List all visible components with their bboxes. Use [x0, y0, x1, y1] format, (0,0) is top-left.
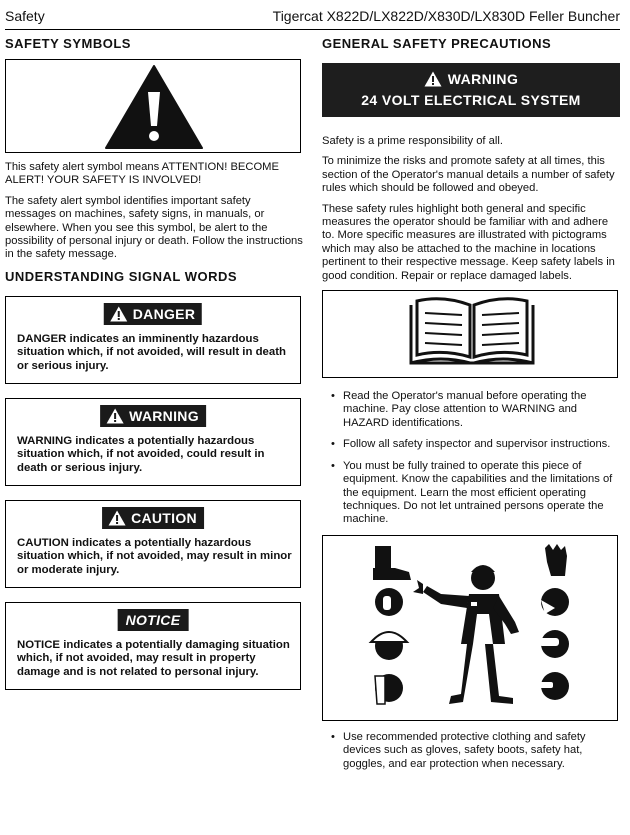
warning-triangle-icon — [110, 306, 128, 322]
list-item: • Follow all safety inspector and supervisor instructions. — [322, 438, 620, 451]
read-manual-pictogram — [322, 290, 618, 378]
hard-hat-icon — [371, 632, 407, 660]
notice-box — [5, 602, 301, 690]
list-item: • You must be fully trained to operate this piece of equipment. Know the capabilities and the limitations of the equipment. Learn the most efficient operating techniques. Do not let untrained persons operate the machine. — [322, 460, 620, 527]
safety-alert-symbol-box — [5, 59, 301, 153]
safety-symbols-heading: SAFETY SYMBOLS — [5, 36, 131, 51]
left-column — [5, 36, 303, 704]
warning-description: WARNING indicates a potentially hazardous situation which, if not avoided, could result in death or serious injury. — [17, 434, 265, 475]
page-header — [5, 8, 620, 30]
gloves-icon — [545, 544, 567, 576]
list-item: • Use recommended protective clothing and safety devices such as gloves, safety boots, safety hat, goggles, and ear protection when necessary. — [322, 731, 620, 771]
electrical-warning-banner — [322, 63, 620, 117]
safety-alert-icon — [104, 64, 204, 150]
safety-intro: Safety is a prime responsibility of all. — [322, 135, 503, 147]
warning-triangle-icon — [106, 408, 124, 424]
safety-glasses-icon — [539, 672, 569, 700]
worker-figure-icon — [413, 565, 519, 704]
right-column — [322, 36, 620, 779]
caution-label: CAUTION — [102, 507, 204, 529]
protective-gear-icon — [323, 536, 619, 722]
respirator-icon — [541, 588, 569, 616]
safety-bullet-list — [322, 390, 620, 527]
warning-label: WARNING — [100, 405, 206, 427]
warning-box — [5, 398, 301, 486]
alert-symbol-description: The safety alert symbol identifies important safety messages on machines, safety signs, in manuals, or elsewhere. When you see this symbol, be alert to the possibility of personal injury or death. Follow the instructions in the safety message. — [5, 194, 303, 261]
face-shield-icon — [375, 674, 403, 704]
caution-box — [5, 500, 301, 588]
document-title: Tigercat X822D/LX822D/X830D/LX830D Feller Buncher — [272, 8, 620, 24]
list-item: • Read the Operator's manual before operating the machine. Pay close attention to WARNING and HAZARD identifications. — [322, 390, 620, 430]
notice-description: NOTICE indicates a potentially damaging situation which, if not avoided, may result in property damage and is not related to personal injury. — [17, 638, 290, 679]
safety-boot-icon — [373, 546, 411, 580]
banner-warning-label: WARNING — [447, 71, 519, 87]
banner-voltage-text: 24 VOLT ELECTRICAL SYSTEM — [361, 92, 581, 108]
warning-triangle-icon — [108, 510, 126, 526]
protective-equipment-pictogram — [322, 535, 618, 721]
danger-label: DANGER — [104, 303, 202, 325]
safety-risks-paragraph: To minimize the risks and promote safety at all times, this section of the Operator's manual details a number of safety rules which should be followed and obeyed. — [322, 155, 615, 195]
general-precautions-heading: GENERAL SAFETY PRECAUTIONS — [322, 36, 552, 51]
danger-box — [5, 296, 301, 384]
section-title: Safety — [5, 8, 45, 24]
danger-description: DANGER indicates an imminently hazardous situation which, if not avoided, will result in death or serious injury. — [17, 332, 286, 373]
ear-protection-icon — [375, 588, 403, 616]
safety-rules-paragraph: These safety rules highlight both general and specific measures the operator should be familiar with and adhere to. More specific measures are illustrated with pictograms which may also be attached to the machine in locations pertinent to their respective message. Keep safety labels in good condition. Repair or replace damaged labels. — [322, 202, 615, 282]
open-book-icon — [407, 297, 537, 373]
goggles-icon — [539, 630, 569, 658]
signal-words-heading: UNDERSTANDING SIGNAL WORDS — [5, 268, 238, 284]
caution-description: CAUTION indicates a potentially hazardous situation which, if not avoided, may result in minor or moderate injury. — [17, 536, 292, 577]
ppe-bullet-list — [322, 731, 620, 771]
notice-label: NOTICE — [118, 609, 189, 631]
warning-triangle-icon — [424, 71, 442, 87]
alert-symbol-meaning: This safety alert symbol means ATTENTION! BECOME ALERT! YOUR SAFETY IS INVOLVED! — [5, 161, 279, 187]
